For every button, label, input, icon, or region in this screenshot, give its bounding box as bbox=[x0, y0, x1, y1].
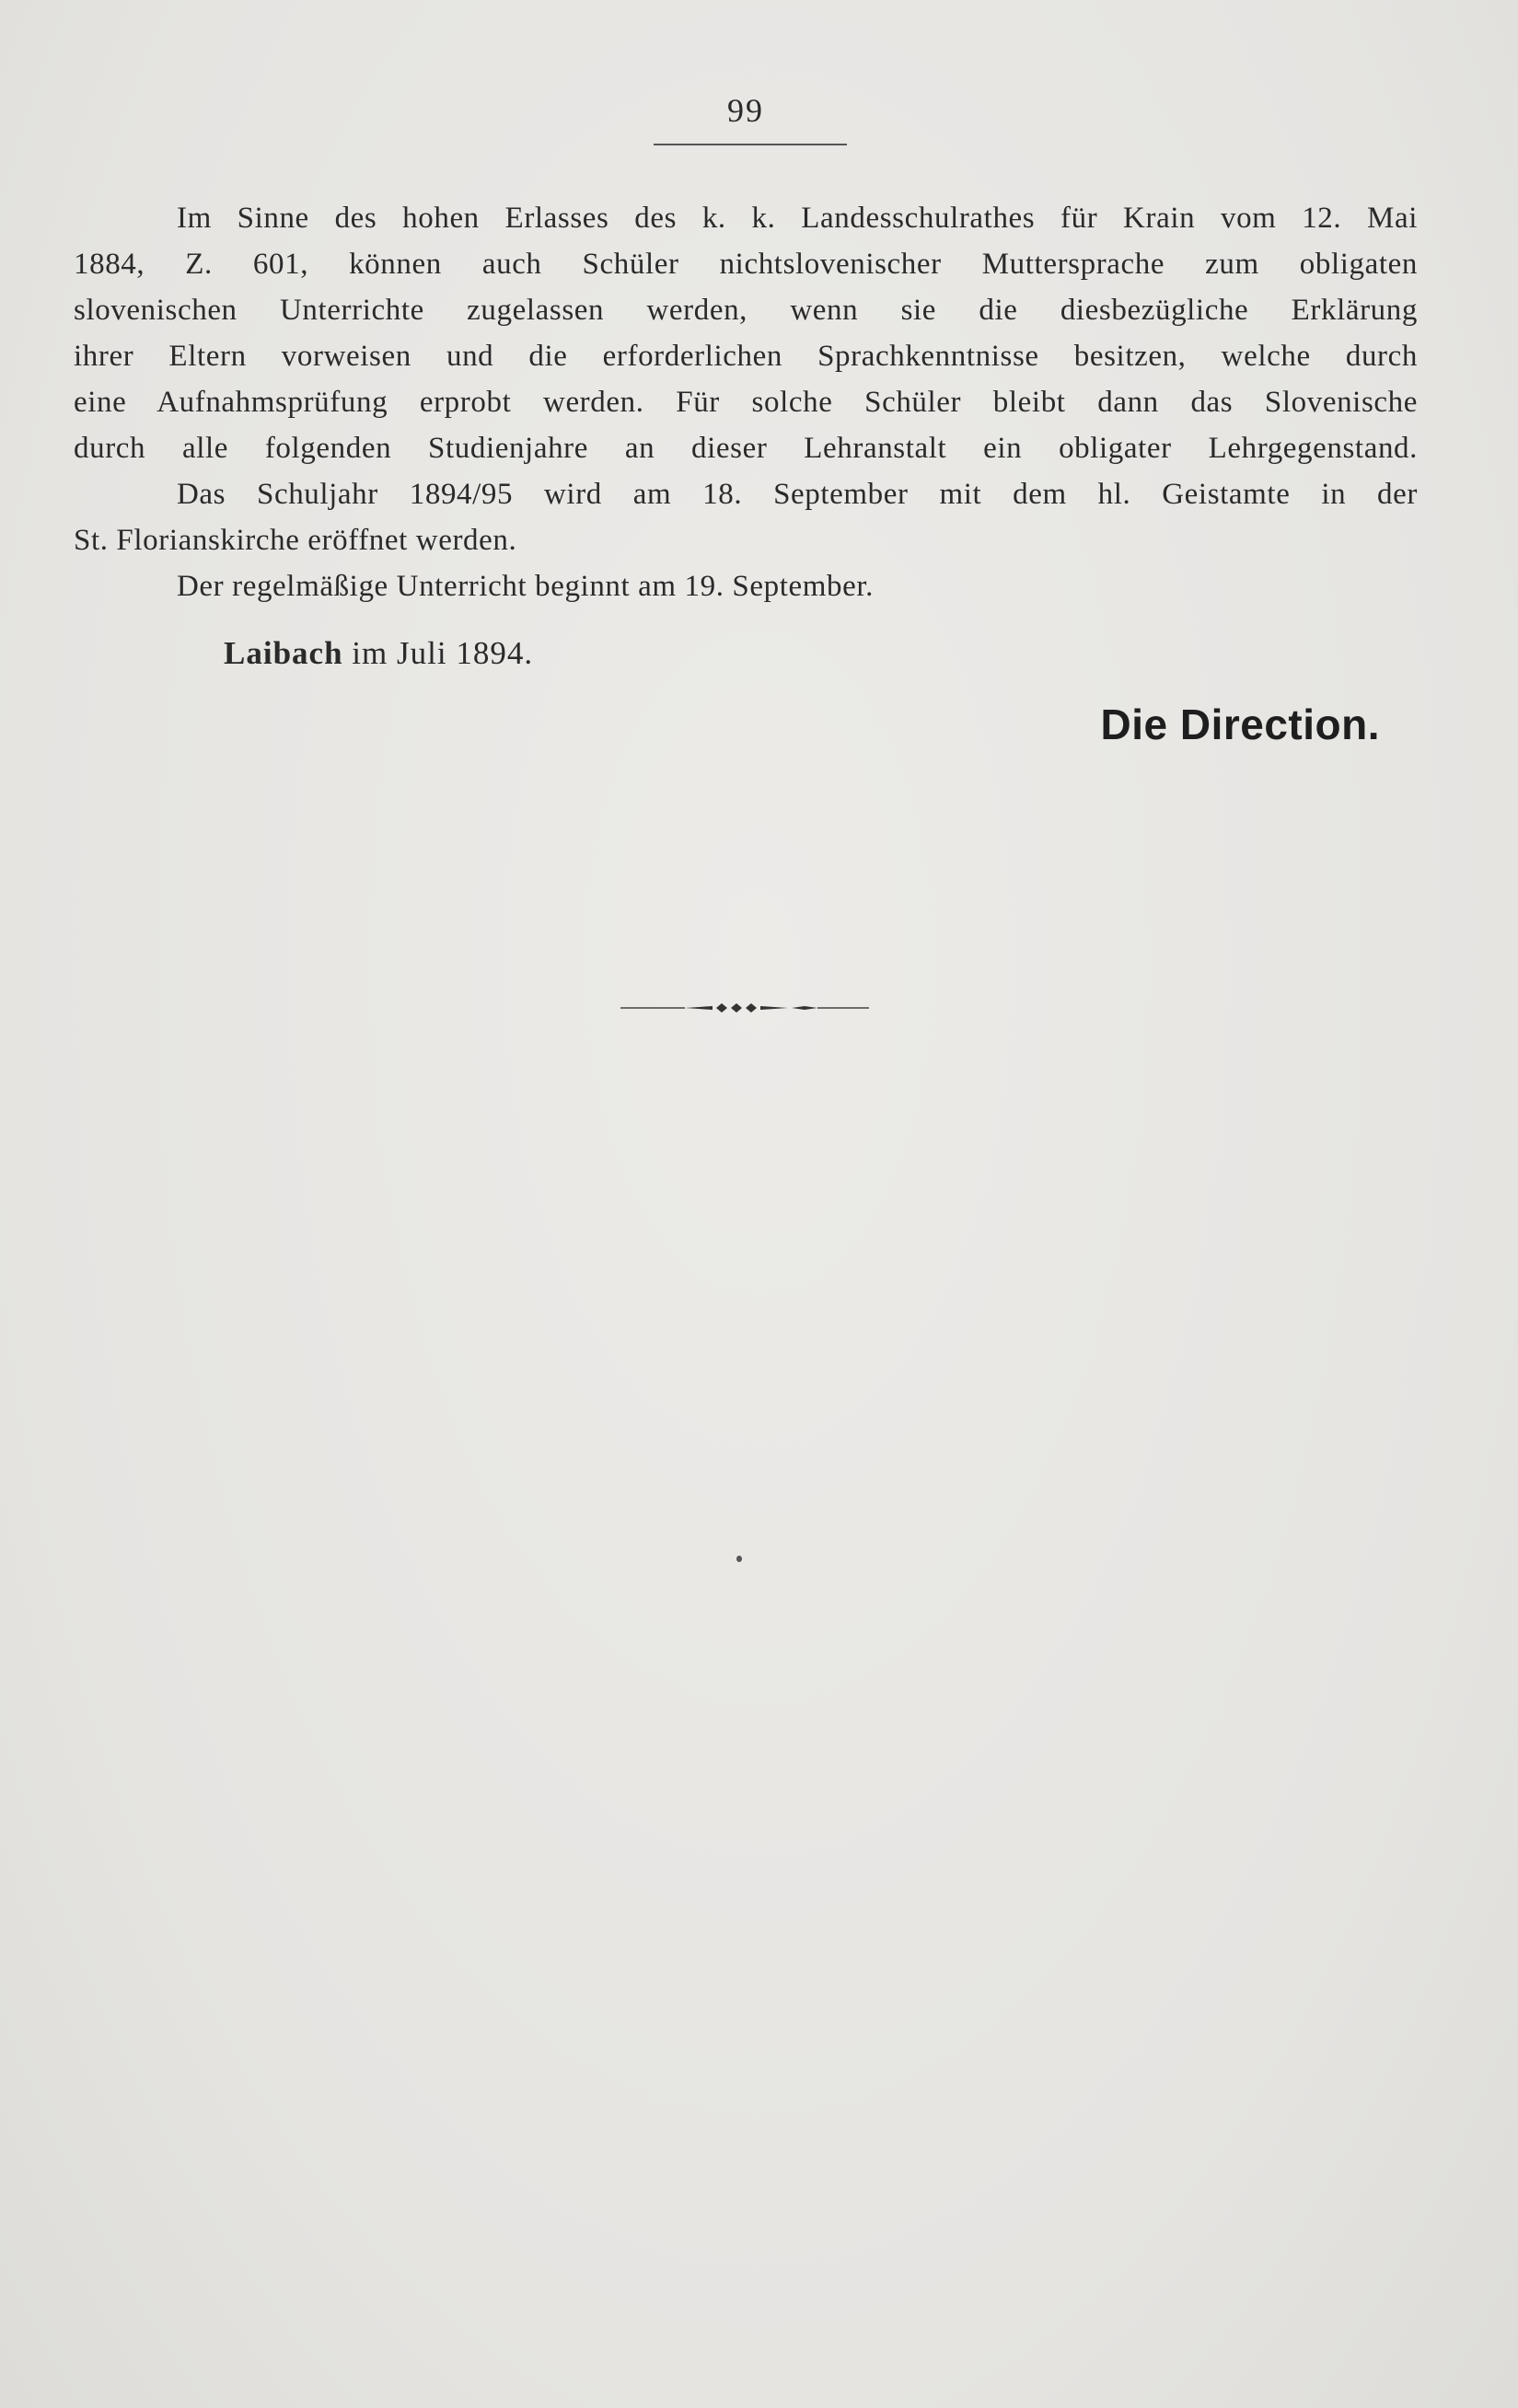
signature: Die Direction. bbox=[1100, 700, 1380, 748]
place-date bbox=[224, 635, 533, 672]
paragraph-1-line: eine Aufnahmsprüfung erprobt werden. Für solche Schüler bleibt dann das Slovenische bbox=[74, 386, 1418, 419]
page-header bbox=[644, 92, 847, 129]
paragraph-3-line: Der regelmäßige Unterricht beginnt am 19. September. bbox=[177, 570, 874, 603]
paragraph-1-line: durch alle folgenden Studienjahre an dieser Lehranstalt ein obligater Lehrgegenstand. bbox=[74, 432, 1418, 465]
paragraph-3 bbox=[74, 563, 1418, 609]
paragraph-1-line: Im Sinne des hohen Erlasses des k. k. Landesschulrathes für Krain vom 12. Mai bbox=[177, 202, 1418, 235]
date-text: im Juli 1894. bbox=[352, 635, 534, 671]
paragraph-1-line: slovenischen Unterrichte zugelassen werden, wenn sie die diesbezügliche Erklärung bbox=[74, 294, 1418, 327]
paragraph-1 bbox=[74, 195, 1418, 471]
body-text bbox=[74, 195, 1418, 609]
header-rule bbox=[654, 144, 847, 145]
paragraph-2-line: St. Florianskirche eröffnet werden. bbox=[74, 524, 517, 557]
ornament-divider bbox=[620, 994, 869, 1022]
paragraph-1-line: 1884, Z. 601, können auch Schüler nichtslovenischer Muttersprache zum obligaten bbox=[74, 248, 1418, 281]
place-city: Laibach bbox=[224, 635, 343, 671]
paragraph-1-line: ihrer Eltern vorweisen und die erforderlichen Sprachkenntnisse besitzen, welche durch bbox=[74, 340, 1418, 373]
paragraph-2-line: Das Schuljahr 1894/95 wird am 18. September mit dem hl. Geistamte in der bbox=[177, 478, 1418, 511]
paragraph-2 bbox=[74, 471, 1418, 563]
page-number: 99 bbox=[727, 92, 764, 129]
paper-speck bbox=[736, 1556, 742, 1562]
